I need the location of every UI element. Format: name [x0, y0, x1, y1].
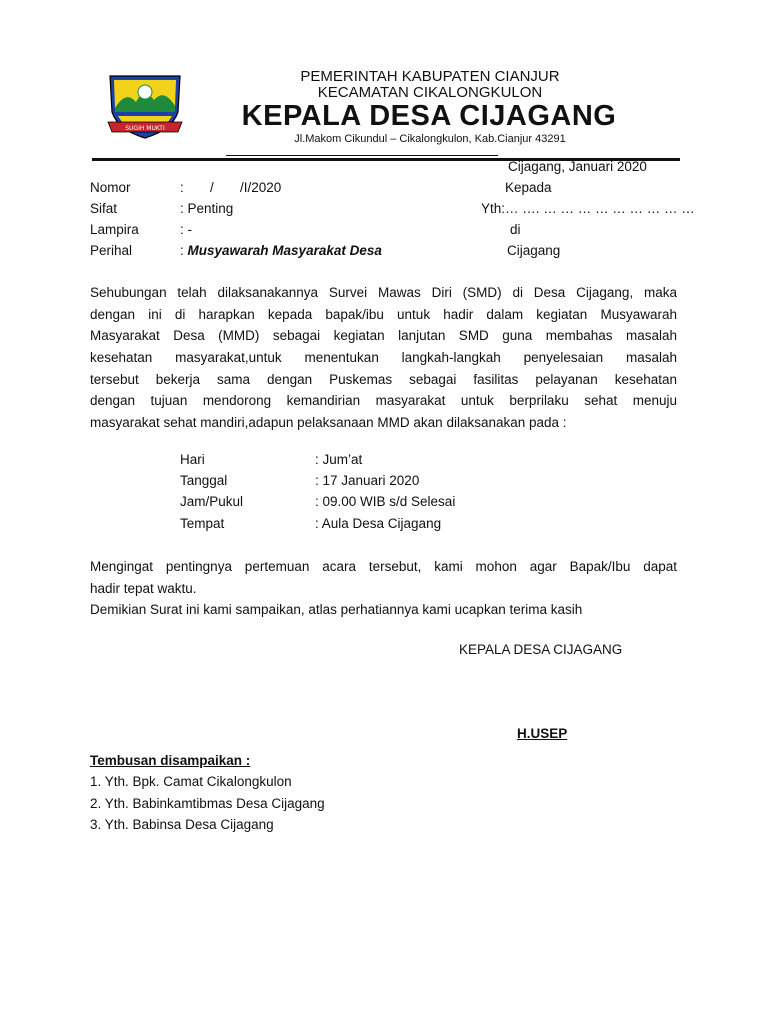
header-district: KECAMATAN CIKALONGKULON — [317, 84, 543, 101]
closing-paragraph — [90, 556, 677, 621]
header-thin-rule — [226, 155, 498, 156]
schedule-value-hari: : Jum’at — [315, 452, 363, 467]
body-line: tersebut bekerja sama dengan Puskemas sebagai fasilitas pelayanan kesehatan — [90, 371, 677, 387]
meta-label-perihal: Perihal — [90, 243, 133, 258]
closing-line: Mengingat pentingnya pertemuan acara tersebut, kami mohon agar Bapak/Ibu dapat — [90, 559, 677, 574]
meta-value-sifat: : Penting — [180, 201, 234, 216]
meta-label-nomor: Nomor — [90, 180, 131, 195]
schedule-label-hari: Hari — [180, 452, 205, 467]
schedule-value-jam: : 09.00 WIB s/d Selesai — [315, 494, 456, 509]
recipient-kepada: Kepada — [505, 180, 552, 195]
meta-label-lampiran: Lampira — [90, 222, 139, 237]
body-line: Masyarakat Desa (MMD) sebagai kegiatan lanjutan SMD guna membahas masalah — [90, 328, 677, 344]
closing-line: Demikian Surat ini kami sampaikan, atlas perhatiannya kami ucapkan terima kasih — [90, 602, 583, 618]
body-line: masyarakat sehat mandiri,adapun pelaksanaan MMD akan dilaksanakan pada : — [90, 415, 567, 431]
meta-perihal-colon: : — [180, 243, 188, 258]
meta-value-nomor: : / /I/2020 — [180, 180, 282, 195]
recipient-yth: Yth:… …. … … … … … … … … … — [481, 201, 695, 216]
cc-item: 3. Yth. Babinsa Desa Cijagang — [90, 817, 274, 832]
village-logo — [106, 72, 184, 142]
body-line: dengan ini di harapkan kepada bapak/ibu untuk hadir dalam kegiatan Musyawarah — [90, 306, 677, 322]
signature-name: H.USEP — [517, 726, 568, 741]
meta-perihal — [180, 243, 382, 258]
body-line: dengan tujuan mendorong kemandirian masyarakat untuk berprilaku sehat menuju — [90, 393, 677, 409]
header-government: PEMERINTAH KABUPATEN CIANJUR — [300, 68, 560, 85]
recipient-di: di — [510, 222, 521, 237]
meta-value-lampiran: : - — [180, 222, 192, 237]
cc-item: 2. Yth. Babinkamtibmas Desa Cijagang — [90, 796, 325, 811]
meta-label-sifat: Sifat — [90, 201, 118, 216]
schedule-label-jam: Jam/Pukul — [180, 494, 244, 509]
meta-value-perihal: Musyawarah Masyarakat Desa — [187, 243, 382, 258]
schedule-label-tempat: Tempat — [180, 516, 225, 531]
schedule-label-tanggal: Tanggal — [180, 473, 228, 488]
cc-item: 1. Yth. Bpk. Camat Cikalongkulon — [90, 774, 292, 789]
body-paragraph — [90, 282, 677, 434]
header-address: Jl.Makom Cikundul – Cikalongkulon, Kab.Cianjur 43291 — [294, 133, 566, 145]
cc-heading: Tembusan disampaikan : — [90, 753, 251, 768]
header-title: KEPALA DESA CIJAGANG — [241, 100, 617, 132]
logo-motto: SUGIH MUKTI — [125, 125, 165, 132]
schedule-value-tanggal: : 17 Januari 2020 — [315, 473, 420, 488]
recipient-place: Cijagang — [507, 243, 561, 258]
body-line: kesehatan masyarakat,untuk menentukan langkah-langkah penyelesaian masalah — [90, 350, 677, 366]
signature-title: KEPALA DESA CIJAGANG — [459, 642, 623, 657]
closing-line: hadir tepat waktu. — [90, 580, 197, 596]
place-date: Cijagang, Januari 2020 — [508, 159, 647, 174]
body-line: Sehubungan telah dilaksanakannya Survei Mawas Diri (SMD) di Desa Cijagang, maka — [90, 285, 677, 300]
schedule-value-tempat: : Aula Desa Cijagang — [315, 516, 442, 531]
